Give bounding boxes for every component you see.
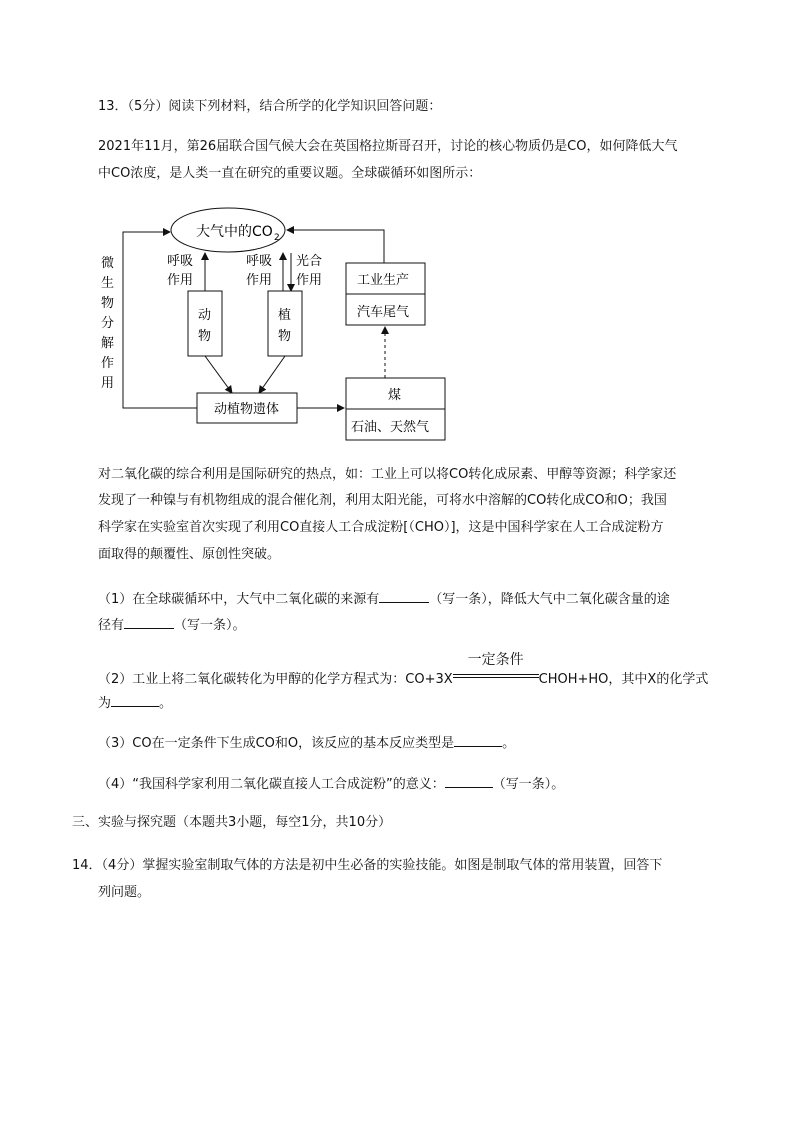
svg-text:生: 生 xyxy=(101,276,115,291)
question-1-line2: 径有 （写一条）。 xyxy=(98,614,246,635)
svg-text:微: 微 xyxy=(101,256,115,271)
answer-blank-4[interactable] xyxy=(445,773,493,788)
photosynthesis-label xyxy=(296,253,322,288)
svg-text:植: 植 xyxy=(278,308,292,323)
question-2-line2: 为 。 xyxy=(98,692,172,713)
svg-text:工业生产: 工业生产 xyxy=(357,273,410,288)
svg-text:用: 用 xyxy=(101,376,115,391)
section-3-title: 三、实验与探究题（本题共3小题，每空1分，共10分） xyxy=(72,815,392,830)
svg-text:动: 动 xyxy=(198,308,212,323)
plant-node xyxy=(268,291,302,356)
question-4: （4）“我国科学家利用二氧化碳直接人工合成淀粉”的意义： （写一条）。 xyxy=(98,773,564,794)
question-2-line1: （2）工业上将二氧化碳转化为甲醇的化学方程式为：CO+3X 一定条件 CHOH+HO，其中X的化学式 xyxy=(98,652,709,687)
reaction-condition-arrow xyxy=(453,652,539,683)
svg-text:作: 作 xyxy=(101,356,115,371)
para2-line3: 科学家在实验室首次实现了利用CO直接人工合成淀粉[（CHO）]，这是中国科学家在人工合成淀粉方 xyxy=(98,520,664,535)
svg-text:动植物遗体: 动植物遗体 xyxy=(214,402,280,417)
svg-text:作用: 作用 xyxy=(167,273,194,288)
q13-para1-line2: 中CO浓度，是人类一直在研究的重要议题。全球碳循环如图所示： xyxy=(98,166,482,181)
svg-text:作用: 作用 xyxy=(246,273,273,288)
q14-line2: 列问题。 xyxy=(98,885,151,900)
svg-text:光合: 光合 xyxy=(296,254,323,269)
atmosphere-subscript: 2 xyxy=(274,233,280,243)
svg-text:汽车尾气: 汽车尾气 xyxy=(357,305,410,320)
question-3: （3）CO在一定条件下生成CO和O，该反应的基本反应类型是 。 xyxy=(98,732,515,753)
svg-text:分: 分 xyxy=(101,316,115,331)
svg-text:呼吸: 呼吸 xyxy=(246,254,273,269)
q13-para1-line1: 2021年11月，第26届联合国气候大会在英国格拉斯哥召开，讨论的核心物质仍是CO，如何降低大气 xyxy=(98,139,678,154)
animal-respiration-label xyxy=(167,254,193,288)
plant-to-remains-arrow xyxy=(259,356,285,393)
answer-blank-1a[interactable] xyxy=(379,588,429,603)
para2-line2: 发现了一种镍与有机物组成的混合催化剂，利用太阳光能，可将水中溶解的CO转化成CO和O；我国 xyxy=(98,493,667,508)
svg-text:解: 解 xyxy=(101,336,115,351)
question-1-line1: （1）在全球碳循环中，大气中二氧化碳的来源有 （写一条），降低大气中二氧化碳含量的途 xyxy=(98,588,670,609)
fossil-fuel-node xyxy=(346,378,445,440)
svg-text:物: 物 xyxy=(198,329,212,344)
svg-text:物: 物 xyxy=(278,329,292,344)
para2-line1: 对二氧化碳的综合利用是国际研究的热点，如：工业上可以将CO转化成尿素、甲醇等资源；科学家还 xyxy=(98,467,677,482)
answer-blank-2[interactable] xyxy=(111,692,159,707)
reaction-condition-label: 一定条件 xyxy=(467,652,524,668)
svg-text:石油、天然气: 石油、天然气 xyxy=(351,420,430,435)
para2-line4: 面取得的颠覆性、原创性突破。 xyxy=(98,547,281,562)
svg-text:作用: 作用 xyxy=(296,273,323,288)
svg-text:物: 物 xyxy=(101,296,115,311)
svg-text:煤: 煤 xyxy=(388,388,402,403)
decomposition-label xyxy=(101,255,114,391)
atmosphere-label: 大气中的CO xyxy=(196,224,273,240)
svg-text:呼吸: 呼吸 xyxy=(167,254,194,269)
animal-node xyxy=(188,291,222,356)
q13-header: 13．（5分）阅读下列材料，结合所学的化学知识回答问题： xyxy=(98,99,442,114)
animal-to-remains-arrow xyxy=(205,356,232,393)
carbon-cycle-diagram xyxy=(0,195,794,455)
atmosphere-co2-node xyxy=(171,208,285,252)
industry-node xyxy=(346,263,425,325)
remains-node xyxy=(197,393,297,423)
q14-line1: 14．（4分）掌握实验室制取气体的方法是初中生必备的实验技能。如图是制取气体的常用装置，回答下 xyxy=(72,858,663,873)
answer-blank-3[interactable] xyxy=(454,732,502,747)
plant-respiration-label xyxy=(246,254,272,288)
answer-blank-1b[interactable] xyxy=(124,614,174,629)
